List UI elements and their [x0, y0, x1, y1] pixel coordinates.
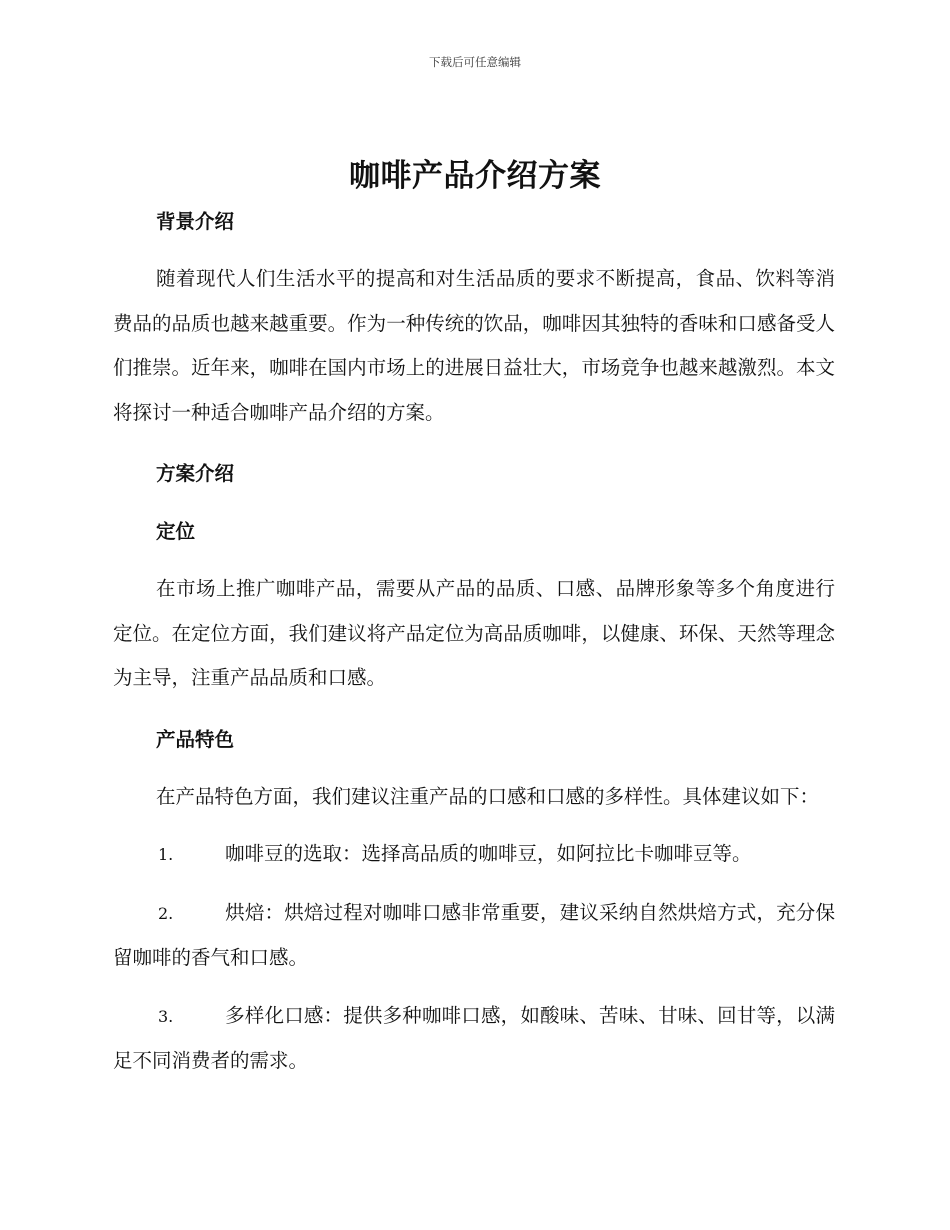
- list-item-number: 2.: [158, 903, 174, 923]
- paragraph-features: 在产品特色方面，我们建议注重产品的口感和口感的多样性。具体建议如下：: [156, 784, 820, 808]
- page-header-note: 下载后可任意编辑: [429, 55, 521, 69]
- document-title: 咖啡产品介绍方案: [349, 158, 601, 194]
- section-heading-background: 背景介绍: [156, 210, 235, 233]
- list-item-text: 多样化口感：提供多种咖啡口感，如酸味、苦味、甘味、回甘等，以满足不同消费者的需求。: [113, 1003, 835, 1072]
- paragraph-background: 随着现代人们生活水平的提高和对生活品质的要求不断提高，食品、饮料等消费品的品质也越来越重要。作为一种传统的饮品，咖啡因其独特的香味和口感备受人们推崇。近年来，咖啡在国内市场上的进展日益壮大，市场竞争也越来越激烈。本文将探讨一种适合咖啡产品介绍的方案。: [113, 267, 835, 424]
- section-heading-positioning: 定位: [156, 520, 196, 543]
- paragraph-positioning: 在市场上推广咖啡产品，需要从产品的品质、口感、品牌形象等多个角度进行定位。在定位方面，我们建议将产品定位为高品质咖啡，以健康、环保、天然等理念为主导，注重产品品质和口感。: [113, 577, 835, 689]
- list-item-text: 烘焙：烘焙过程对咖啡口感非常重要，建议采纳自然烘焙方式，充分保留咖啡的香气和口感。: [113, 900, 835, 969]
- section-heading-features: 产品特色: [156, 727, 235, 751]
- list-item-number: 1.: [158, 845, 174, 864]
- list-item-text: 咖啡豆的选取：选择高品质的咖啡豆，如阿拉比卡咖啡豆等。: [225, 842, 752, 865]
- section-heading-plan: 方案介绍: [156, 462, 235, 485]
- document-body: [113, 206, 835, 1084]
- list-item-number: 3.: [158, 1006, 174, 1026]
- list-item: [113, 832, 835, 878]
- list-item: [113, 891, 835, 981]
- list-item: [113, 994, 835, 1084]
